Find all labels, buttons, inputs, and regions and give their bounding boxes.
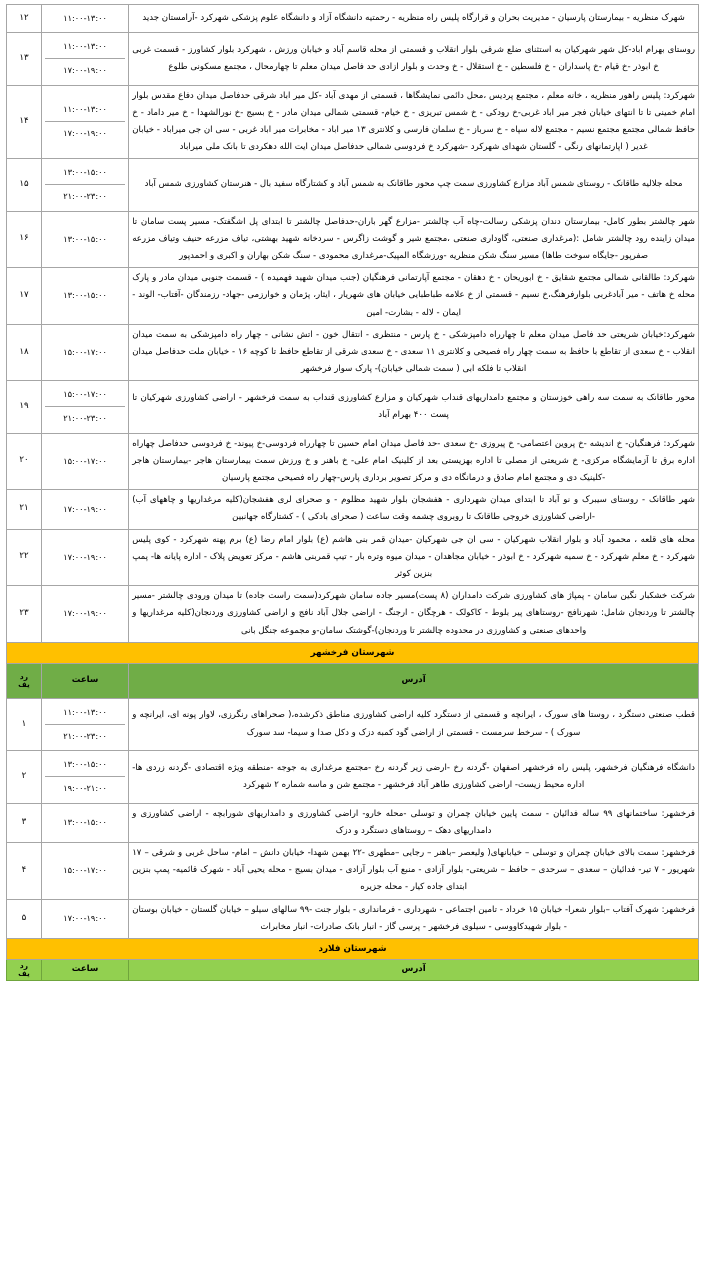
time-cell bbox=[41, 211, 128, 268]
address-cell: شهر طاقانک - روستای سیبرک و نو آباد تا ابتدای میدان شهرداری - هفشجان بلوار شهید مظلوم - و صحرای لری هفشجان(کلیه مرغداریها و چاههای آب) -اراضی کشاورزی خروجی طاقانک تا روبروی چشمه وقت ساعت ( صحرای بادکی ) - کشتارگاه جهانبین bbox=[129, 490, 699, 529]
time-cell bbox=[41, 381, 128, 433]
time-slot: ۱۳:۰۰-۱۵:۰۰ bbox=[45, 161, 125, 185]
table-row bbox=[7, 490, 699, 529]
address-cell: محور طاقانک به سمت سه راهی خوزستان و مجتمع دامداریهای قنداب شهرکیان و مزارع کشاورزی قنداب به سمت فرخشهر - اراضی کشاورزی شهرکیان تا پست ۴۰۰ بهرام آباد bbox=[129, 381, 699, 433]
row-number-cell: ۱۳ bbox=[7, 33, 42, 85]
section-banner-section-farrokhshahr: شهرستان فرخشهر bbox=[7, 642, 699, 663]
time-cell bbox=[41, 899, 128, 938]
row-number-cell: ۱۹ bbox=[7, 381, 42, 433]
table-row bbox=[7, 433, 699, 490]
time-cell bbox=[41, 433, 128, 490]
time-slot: ۱۷:۰۰-۱۹:۰۰ bbox=[63, 551, 107, 562]
table-row bbox=[7, 159, 699, 211]
time-slot: ۱۱:۰۰-۱۳:۰۰ bbox=[45, 98, 125, 122]
time-slot: ۱۱:۰۰-۱۳:۰۰ bbox=[63, 13, 107, 23]
row-number-cell: ۱۵ bbox=[7, 159, 42, 211]
address-cell: قطب صنعتی دستگرد ، روستا های سورک ، ایرانچه و قسمتی از دستگرد کلیه اراضی کشاورزی مناطق ذکرشده،( صحراهای رنگرزی، لاوار پونه ای، ایرانچه و سورک ) - سرخط سرمست - قسمتی از اراضی گود کمبه دزک و دکل صدا و سیما- سد سورک bbox=[129, 698, 699, 750]
outage-schedule-table bbox=[6, 4, 699, 981]
address-cell: فرخشهر: شهرک آفتاب –بلوار شعرا- خیابان ۱۵ خرداد - تامین اجتماعی - شهرداری - فرمانداری - بلوار جنت -۹۹ سالهای سیلو – خیابان گلستان - خیابان بوستان - بلوار شهیدکاووسی - سیلوی فرخشهر - پرسی گاز - انبار بانک صادرات- انبار مخابرات bbox=[129, 899, 699, 938]
address-cell: شهرکرد:خیابان شریعتی حد فاصل میدان معلم تا چهارراه دامپزشکی - خ پارس - منتظری - انتقال خون - اتش نشانی - چهار راه دامپزشکی به سمت میدان انقلاب - خ سعدی از تقاطع با حافظ به سمت چهار راه فصیحی و کلانتری ۱۱ سعدی - خ سعدی شرقی از تقاطع حافظ تا کوچه ۱۶ - خیابان ملت حدفاصل میدان انقلاب تا فلکه ابی ( سمت شمالی خیابان)- پارک سوار فرخشهر bbox=[129, 324, 699, 381]
time-slot: ۱۱:۰۰-۱۳:۰۰ bbox=[45, 701, 125, 725]
address-cell: دانشگاه فرهنگیان فرخشهر، پلیس راه فرخشهر اصفهان -گردنه رخ -ارضی زیر گردنه رخ -مجتمع مرغداری به جوجه -منطقه ویژه اقتصادی -گردنه زردی ها- اداره محیط زیست- اراضی کشاورزی طاهر آباد فرخشهر - مجتمع شن و ماسه شماره ۲ شهرکرد bbox=[129, 751, 699, 803]
table-row bbox=[7, 381, 699, 433]
time-cell bbox=[41, 490, 128, 529]
column-header-row bbox=[7, 960, 699, 981]
time-slot: ۱۹:۰۰-۲۱:۰۰ bbox=[63, 783, 107, 794]
column-header-address: آدرس bbox=[129, 960, 699, 981]
address-cell: روستای بهرام اباد-کل شهر شهرکیان به استثنای ضلع شرقی بلوار انقلاب و قسمتی از محله قاسم آباد و خیابان ورزش ، شهرکرد بلوار کشاورز - قسمت غربی خ ابوذر -خ قیام -خ پاسداران - خ فلسطین - خ استقلال - خ وحدت و بلوار ازادی حد فاصل میدان معلم تا چهارمحال ، مجتمع مسکونی طلوع bbox=[129, 33, 699, 85]
table-row bbox=[7, 586, 699, 643]
time-slot: ۱۵:۰۰-۱۷:۰۰ bbox=[63, 455, 107, 466]
row-number-cell: ۲۰ bbox=[7, 433, 42, 490]
address-cell: شهرکرد: طالقانی شمالی مجتمع شقایق - خ ابوریحان - خ دهقان - مجتمع آپارتمانی فرهنگیان (جنب میدان شهید فهمیده ) - قسمت جنوبی میدان مادر و پارک محله خ هاتف - میر آبادغربی بلوارفرهنگ،خ نسیم - قسمتی از خ علامه طباطبایی خیابان های شهریار ، ایثار، پژمان و خوارزمی -جهاد- رزمندگان -آفتاب- الوند - ایمان - لاله - بشارت- امین bbox=[129, 268, 699, 325]
row-number-cell: ۴ bbox=[7, 843, 42, 900]
section-banner-row bbox=[7, 642, 699, 663]
row-number-cell: ۱۷ bbox=[7, 268, 42, 325]
row-number-cell: ۱۴ bbox=[7, 85, 42, 159]
time-slot: ۱۷:۰۰-۱۹:۰۰ bbox=[63, 913, 107, 924]
row-number-cell: ۱۸ bbox=[7, 324, 42, 381]
address-cell: شهرکرد: فرهنگیان- خ اندیشه -خ پروین اعتصامی- خ پیروزی -خ سعدی -حد فاصل میدان امام حسین تا چهارراه فردوسی-خ پیوند- خ فردوسی حدفاصل چهاراه اداره برق تا آزمایشگاه مرکزی- خ شریعتی از مصلی تا اداره بهزیستی بعد از کلینیک امام علی- خ باهنر و خ ورزش سمت بیمارستان هاجر -بیمارستان هاجر -کلینیک دی و مجتمع امام صادق و درمانگاه دی و مرکز تصویر برداری پارس-چهار راه فصیحی مجتمع پارسیان bbox=[129, 433, 699, 490]
time-cell bbox=[41, 324, 128, 381]
time-cell bbox=[41, 85, 128, 159]
table-row bbox=[7, 85, 699, 159]
column-header-address: آدرس bbox=[129, 663, 699, 698]
column-header-time: ساعت bbox=[41, 663, 128, 698]
address-cell: محله های قلعه ، محمود آباد و بلوار انقلاب شهرکیان - سی ان جی شهرکیان -میدان قمر بنی هاشم (ع) بلوار امام رضا (ع) برم پهنه شهرکرد - کوی پلیس شهرکرد - خ معلم شهرکرد - خ سمیه شهرکرد - خ ابوذر - خیابان مجاهدان - میدان میوه وتره بار - تیپ قمربنی هاشم - مرکز تعویض پلاک - اداره پایانه ها- پمپ بنزین کوثر bbox=[129, 529, 699, 586]
column-header-time: ساعت bbox=[41, 960, 128, 981]
address-cell: محله جلالیه طاقانک - روستای شمس آباد مزارع کشاورزی سمت چپ محور طاقانک به شمس آباد و کشتارگاه سفید بال - هنرستان کشاورزی شمس آباد bbox=[129, 159, 699, 211]
address-cell: شهرک منظریه - بیمارستان پارسیان - مدیریت بحران و قرارگاه پلیس راه منظریه - رحمتیه دانشگاه آزاد و دانشگاه علوم پزشکی شهرکرد -آرامستان جدید bbox=[129, 5, 699, 33]
column-header-row bbox=[7, 663, 699, 698]
time-slot: ۱۷:۰۰-۱۹:۰۰ bbox=[63, 503, 107, 514]
address-cell: شرکت خشکبار نگین سامان - پمپاژ های کشاورزی شرکت دامداران (۸ پست)مسیر جاده سامان شهرکرد(سمت راست جاده) تا میدان ورودی چالشتر -مسیر چالشتر تا وردنجان شامل: شهرنافج -روستاهای پیر بلوط - کاکولک - هرچگان - ارجنگ - اراضی جلال آباد نافج و اراضی کشاورزی وردنجان(کلیه مرغداریها و واحدهای صنعتی و کشاورزی در محدوده چالشتر تا وردنجان)-گوشتک سامان-و مجموعه جنگل بانی bbox=[129, 586, 699, 643]
time-cell bbox=[41, 698, 128, 750]
time-cell bbox=[41, 159, 128, 211]
time-slot: ۲۱:۰۰-۲۳:۰۰ bbox=[63, 191, 107, 202]
table-row bbox=[7, 268, 699, 325]
table-row bbox=[7, 698, 699, 750]
time-slot: ۱۳:۰۰-۱۵:۰۰ bbox=[63, 290, 107, 301]
row-number-cell: ۱۲ bbox=[7, 5, 42, 33]
row-number-cell: ۳ bbox=[7, 803, 42, 842]
time-slot: ۱۷:۰۰-۱۹:۰۰ bbox=[63, 128, 107, 139]
time-cell bbox=[41, 33, 128, 85]
time-cell bbox=[41, 803, 128, 842]
table-row bbox=[7, 843, 699, 900]
time-slot: ۲۱:۰۰-۲۳:۰۰ bbox=[63, 731, 107, 742]
table-row bbox=[7, 5, 699, 33]
address-cell: فرخشهر: سمت بالای خیابان چمران و توسلی – خیابانهای( ولیعصر –باهنر – رجایی –مطهری -۲۲ بهمن شهدا- خیابان دانش – امام- ساحل غربی و شرقی – ۱۷ شهریور - ۷ تیر- فدائیان – سعدی – سرحدی – حافظ – شریعتی- بلوار آزادی - منبع آب بلوار آزادی - میدان بسیج - محله یحیی آباد - شهرک قائمیه- پمپ بنزین ابتدای جاده کیار - محله جزیره bbox=[129, 843, 699, 900]
time-slot: ۱۵:۰۰-۱۷:۰۰ bbox=[45, 383, 125, 407]
table-row bbox=[7, 211, 699, 268]
time-slot: ۱۵:۰۰-۱۷:۰۰ bbox=[63, 346, 107, 357]
row-number-cell: ۲۲ bbox=[7, 529, 42, 586]
time-slot: ۱۳:۰۰-۱۵:۰۰ bbox=[45, 753, 125, 777]
time-slot: ۲۱:۰۰-۲۳:۰۰ bbox=[63, 413, 107, 424]
time-cell bbox=[41, 268, 128, 325]
time-cell bbox=[41, 586, 128, 643]
time-slot: ۱۵:۰۰-۱۷:۰۰ bbox=[63, 865, 107, 876]
time-cell bbox=[41, 843, 128, 900]
column-header-row-number: رد یف bbox=[7, 663, 42, 698]
address-cell: فرخشهر: ساختمانهای ۹۹ ساله فدائیان - سمت پایین خیابان چمران و توسلی -محله خارو- اراضی کشاورزی و دامداریهای شورابچه - اراضی کشاورزی و دامداریهای دهک – روستاهای دستگرد و دزک bbox=[129, 803, 699, 842]
section-banner-section-felard: شهرستان فلارد bbox=[7, 938, 699, 959]
section-banner-row bbox=[7, 938, 699, 959]
row-number-cell: ۱۶ bbox=[7, 211, 42, 268]
table-row bbox=[7, 529, 699, 586]
time-slot: ۱۳:۰۰-۱۵:۰۰ bbox=[63, 817, 107, 828]
address-cell: شهر چالشتر بطور کامل- بیمارستان دندان پزشکی رسالت-چاه آب چالشتر -مزارع گهر باران-حدفاصل چالشتر تا ابتدای پل اشگفتک- مسیر پست سامان تا میدان زاینده رود چالشتر شامل :(مرغداری صنعتی، گاوداری صنعتی ،مجتمع شیر و گوشت زاگرس - سردخانه شهید بهشتی، تیاف مزرعه حنیف وتیاف مزرعه صفرپور -جایگاه سوخت طاها) مسیر سنگ شکن منظریه -ورزشگاه المپیک-مرغداری محمودی - سنگ شکن بهاران و اکبری و احمدپور bbox=[129, 211, 699, 268]
time-cell bbox=[41, 751, 128, 803]
time-slot: ۱۳:۰۰-۱۵:۰۰ bbox=[63, 233, 107, 244]
row-number-cell: ۱ bbox=[7, 698, 42, 750]
row-number-cell: ۲۳ bbox=[7, 586, 42, 643]
table-row bbox=[7, 324, 699, 381]
row-number-cell: ۵ bbox=[7, 899, 42, 938]
address-cell: شهرکرد: پلیس راهور منظریه ، خانه معلم ، مجتمع پردیس ،محل دائمی نمایشگاها ، قسمتی از مهدی آباد -کل میر اباد شرقی حدفاصل میدان دفاع مقدس بلوار امام خمینی تا تا انتهای خیابان فجر میر اباد غربی-خ رودکی - خ شمس تبریزی - خ خیام- قسمتی شمالی میدان مادر - خ بسیج -خ نورالشهدا - خ میر داماد - خ حافظ شمالی مجتمع مجتمع نسیم - مجتمع لاله سپاه - خ سرباز - خ سلمان فارسی و کلانتری ۱۳ میر اباد - مخابرات میر اباد غربی - سی ان جی میراباد - خیابان غدیر ( اپارتمانهای رنگی - گلستان شهدای شهرکرد -شهرکرد خ فردوسی شمالی حدفاصل میدان ایت الله دهکردی تا بانک ملی میراباد bbox=[129, 85, 699, 159]
table-row bbox=[7, 33, 699, 85]
row-number-cell: ۲۱ bbox=[7, 490, 42, 529]
table-row bbox=[7, 899, 699, 938]
table-row bbox=[7, 751, 699, 803]
column-header-row-number: رد یف bbox=[7, 960, 42, 981]
time-cell bbox=[41, 529, 128, 586]
time-slot: ۱۷:۰۰-۱۹:۰۰ bbox=[63, 608, 107, 619]
time-cell bbox=[41, 5, 128, 33]
time-slot: ۱۷:۰۰-۱۹:۰۰ bbox=[63, 65, 107, 76]
table-row bbox=[7, 803, 699, 842]
time-slot: ۱۱:۰۰-۱۳:۰۰ bbox=[45, 35, 125, 59]
row-number-cell: ۲ bbox=[7, 751, 42, 803]
